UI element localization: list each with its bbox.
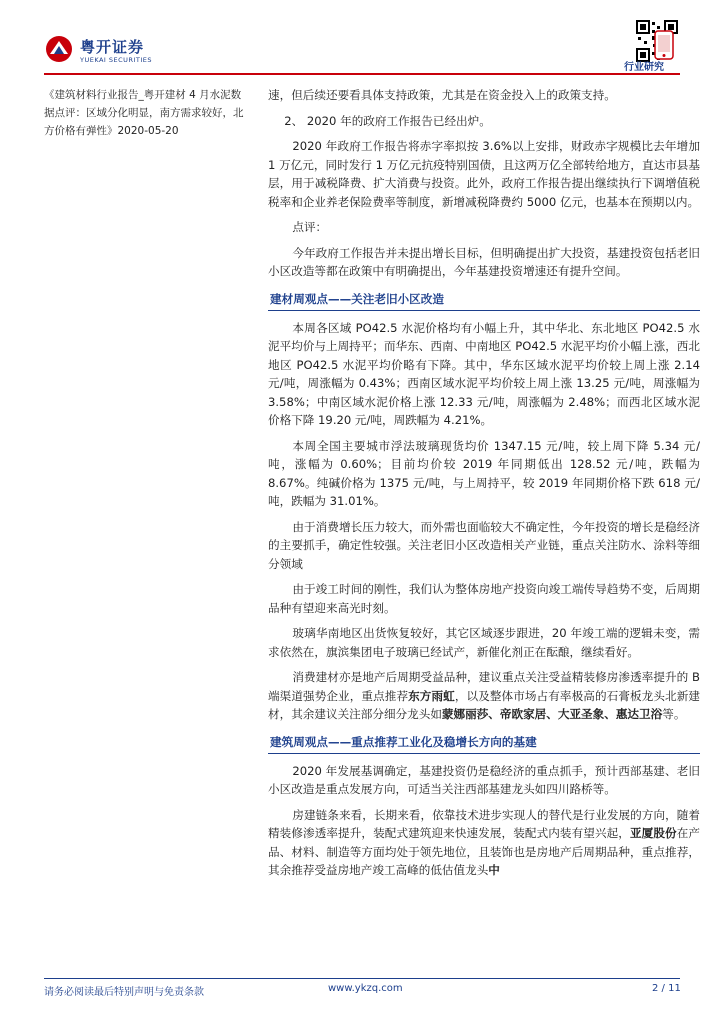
company-name-cn: 粤开证券 — [80, 38, 145, 56]
footer-website: www.ykzq.com — [328, 983, 403, 994]
heading-number: 2、 — [284, 113, 304, 128]
page-header — [0, 0, 724, 78]
paragraph-infrastructure: 2020 年发展基调确定，基建投资仍是稳经济的重点抓手，预计西部基建、老旧小区改造是重点发展方向，可适当关注西部基建龙头如四川路桥等。 — [268, 763, 700, 796]
page-number: 2 / 11 — [652, 983, 681, 994]
highlight-stock: 中 — [488, 863, 500, 877]
paragraph-glass-outlook: 玻璃华南地区出货恢复较好，其它区域逐步跟进，20 年竣工端的逻辑未变，需求依然在，旗滨集团电子玻璃已经试产，新催化剂正在酝酿，继续看好。 — [268, 626, 700, 659]
comment-label: 点评： — [292, 220, 328, 234]
paragraph-glass-prices: 本周全国主要城市浮法玻璃现货均价 1347.15 元/吨，较上周下降 5.34 元/吨，涨幅为 0.60%；目前均价较 2019 年同期低出 128.52 元/吨，跌幅为 8.67%。纯碱价格为 1375 元/吨，与上周持平，较 2019 年同期价格下跌 618 元/吨，跌幅为 31.01%。 — [268, 438, 700, 508]
paragraph-housing-chain — [268, 806, 700, 880]
section-title-building-materials: 建材周观点——关注老旧小区改造 — [268, 288, 700, 311]
footer-divider — [44, 978, 680, 979]
highlight-stock: 亚厦股份 — [629, 826, 677, 840]
paragraph-comment: 今年政府工作报告并未提出增长目标，但明确提出扩大投资，基建投资包括老旧小区改造等都在政策中有明确提出，今年基建投资增速还有提升空间。 — [268, 245, 700, 278]
paragraph-gov-report: 2020 年政府工作报告将赤字率拟按 3.6%以上安排，财政赤字规模比去年增加 1 万亿元，同时发行 1 万亿元抗疫特别国债，且这两万亿全部转给地方，直达市县基层，用于减税降费、扩大消费与投资。此外，政府工作报告提出继续执行下调增值税税率和企业养老保险费率等制度，新增减税降费约 5000 亿元，也基本在预期以内。 — [268, 139, 700, 209]
company-name-en: YUEKAI SECURITIES — [80, 56, 152, 64]
report-type-label: 行业研究 — [624, 62, 664, 73]
company-logo — [44, 34, 184, 70]
related-report-reference: 《建筑材料行业报告_粤开建材 4 月水泥数据点评：区域分化明显，南方需求较好，北方价格有弹性》2020-05-20 — [44, 89, 244, 137]
section-title-construction: 建筑周观点——重点推荐工业化及稳增长方向的基建 — [268, 731, 700, 754]
heading-text: 2020 年的政府工作报告已经出炉。 — [306, 113, 491, 128]
header-divider — [44, 73, 680, 75]
numbered-heading — [268, 112, 700, 131]
paragraph-continuation: 速，但后续还要看具体支持政策，尤其是在资金投入上的政策支持。 — [268, 88, 616, 102]
text-segment: ，以及整体市场占有率极高的石膏板龙头北新建材，其余建议关注部分细分龙头如 — [268, 688, 700, 721]
mobile-phone-icon — [654, 30, 674, 60]
footer-disclaimer: 请务必阅读最后特别声明与免责条款 — [44, 987, 204, 998]
text-segment: 房建链条来看，长期来看，依靠技术进步实现人的替代是行业发展的方向，随着精装修渗透率提升，装配式建筑迎来快速发展，装配式内装有望兴起， — [268, 807, 700, 840]
text-segment: 消费建材亦是地产后周期受益品种，建议重点关注受益精装修房渗透率提升的 B 端渠道强势企业，重点推荐 — [268, 670, 700, 703]
text-segment: 在产品、材料、制造等方面均处于领先地位，且装饰也是房地产后周期品种，重点推荐，其余推荐受益房地产竣工高峰的低估值龙头 — [268, 826, 700, 877]
highlight-stock: 东方雨虹 — [408, 688, 455, 703]
main-content — [268, 86, 700, 887]
highlight-stocks: 蒙娜丽莎、帝欧家居、大亚圣象、惠达卫浴 — [441, 707, 663, 721]
paragraph-investment: 由于消费增长压力较大，而外需也面临较大不确定性，今年投资的增长是稳经济的主要抓手，确定性较强。关注老旧小区改造相关产业链，重点关注防水、涂料等细分领域 — [268, 519, 700, 571]
text-segment: 等。 — [662, 707, 686, 721]
yuekai-logo-icon — [44, 34, 74, 64]
paragraph-cement-prices: 本周各区域 PO42.5 水泥价格均有小幅上升，其中华北、东北地区 PO42.5 水泥平均价与上周持平；而华东、西南、中南地区 PO42.5 水泥平均价小幅上涨，西北地区 PO42.5 水泥平均价略有下降。其中，华东区域水泥平均价较上周上涨 2.14 元/吨，周涨幅为 0.43%；西南区域水泥平均价较上周上涨 13.25 元/吨，周涨幅为 3.58%；中南区域水泥价格上涨 12.33 元/吨，周涨幅为 2.48%；而西北区域水泥价格下降 19.20 元/吨，周跌幅为 4.21%。 — [268, 320, 700, 427]
paragraph-consumer-materials — [268, 668, 700, 724]
paragraph-completion: 由于竣工时间的刚性，我们认为整体房地产投资向竣工端传导趋势不变，后周期品种有望迎来高光时刻。 — [268, 582, 700, 615]
